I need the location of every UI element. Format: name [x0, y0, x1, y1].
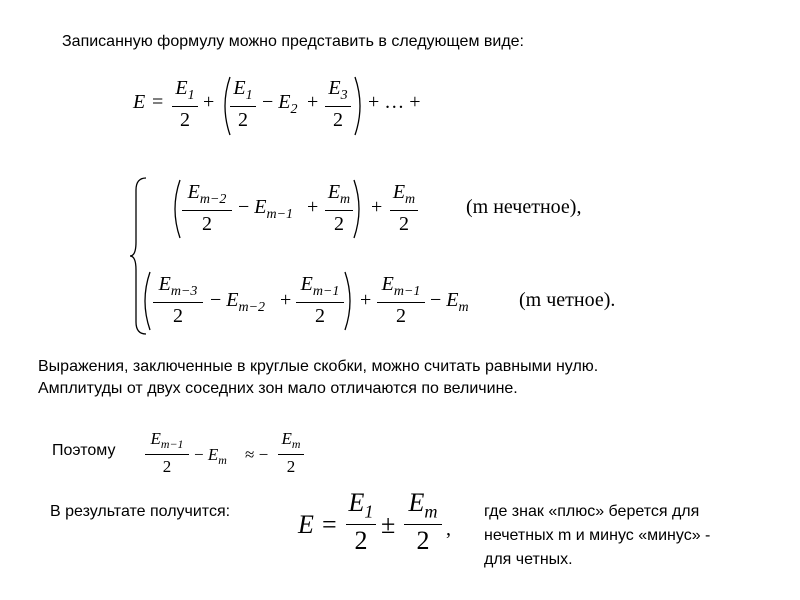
- note-line-1: где знак «плюс» берется для: [484, 503, 700, 520]
- right-paren: [353, 75, 367, 137]
- paragraph-line-1: Выражения, заключенные в круглые скобки, можно считать равными нулю.: [38, 358, 599, 375]
- result-label: В результате получится:: [50, 503, 231, 520]
- paragraph-line-2: Амплитуды от двух соседних зон мало отличаются по величине.: [38, 380, 518, 397]
- intro-text: Записанную формулу можно представить в следующем виде:: [62, 33, 524, 50]
- therefore-label: Поэтому: [52, 442, 116, 459]
- odd-label: (m нечетное),: [466, 196, 582, 218]
- note-line-3: для четных.: [484, 551, 573, 568]
- even-label: (m четное).: [519, 289, 616, 311]
- note-line-2: нечетных m и минус «минус» -: [484, 527, 711, 544]
